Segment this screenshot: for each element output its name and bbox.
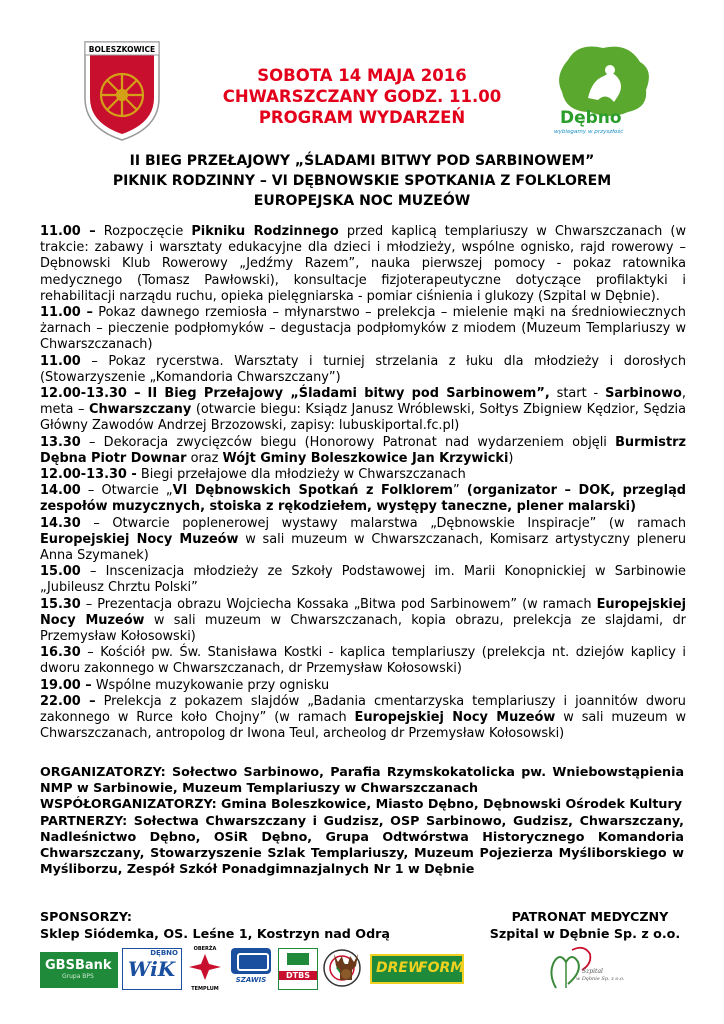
templar-cross-icon — [186, 952, 224, 982]
co-organizers: WSPÓŁORGANIZATORZY: Gmina Boleszkowice, Miasto Dębno, Dębnowski Ośrodek Kultury — [40, 796, 682, 812]
program-item: 19.00 – Wspólne muzykowanie przy ognisku — [40, 677, 330, 693]
subtitle-picnic: PIKNIK RODZINNY – VI DĘBNOWSKIE SPOTKANIA Z FOLKLOREM — [112, 173, 612, 189]
deer-icon — [326, 948, 366, 988]
organizers: ORGANIZATORZY: Sołectwo Sarbinowo, Parafia Rzymskokatolicka pw. Wniebowstąpienia NMP w Sarbinowie, Muzeum Templariuszy w Chwarszczanach — [40, 764, 684, 796]
program-item: 14.30 – Otwarcie poplenerowej wystawy malarstwa „Dębnowskie Inspiracje” (w ramach Europejskiej Nocy Muzeów w sali muzeum w Chwarszczanach, Komisarz artystyczny pleneru Anna Szymanek) — [40, 515, 686, 564]
medical-patronage-text: Szpital w Dębnie Sp. z o.o. — [489, 926, 681, 941]
debno-logo-tagline: wybiegamy w przyszłość — [554, 129, 624, 135]
program-item: 11.00 – Pokaz dawnego rzemiosła – młynarstwo – prelekcja – mielenie mąki na średniowiecznych żarnach – pieczenie podpłomyków – degustacja podpłomyków z miodem (Muzeum Templariuszy w Chwarszczanach) — [40, 305, 686, 353]
program-item: 14.00 – Otwarcie „VI Dębnowskich Spotkań z Folklorem” (organizator – DOK, przegląd zespołów muzycznych, stoiska z rękodziełem, występy taneczne, plener malarski) — [40, 483, 686, 515]
oberza-templum-logo: OBERŻA TEMPLUM — [186, 946, 224, 990]
subtitle-run: II BIEG PRZEŁAJOWY „ŚLADAMI BITWY POD SARBINOWEM” — [129, 153, 595, 169]
header-date: SOBOTA 14 MAJA 2016 — [257, 66, 467, 85]
program-item: 11.00 – Pokaz rycerstwa. Warsztaty i turniej strzelania z łuku dla młodzieży i dorosłych (Stowarzyszenie „Komandoria Chwarszczany”) — [40, 353, 686, 385]
hospital-logo: Szpital w Dębnie Sp. z o.o. — [546, 944, 620, 994]
subtitle-museum-night: EUROPEJSKA NOC MUZEÓW — [253, 193, 471, 209]
partners: PARTNERZY: Sołectwa Chwarszczany i Gudzisz, OSP Sarbinowo, Gudzisz, Chwarszczany, Nadleśnictwo Dębno, OSiR Dębno, Grupa Odtwórstwa Historycznego Komandoria Chwarszczany, Stowarzyszenie Szlak Templariuszy, Muzeum Pojezierza Myśliborskiego w Myśliborzu, Zespół Szkół Ponadgimnazjalnych Nr 1 w Dębnie — [40, 812, 684, 877]
boleszkowice-crest-logo — [82, 40, 162, 142]
program-item: 16.30 – Kościół pw. Św. Stanisława Kostki - kaplica templariuszy (prelekcja nt. dziejów kaplicy i dworu zakonnego w Chwarszczanach, dr Przemysław Kołosowski) — [40, 645, 686, 677]
program-item: 13.30 – Dekoracja zwycięzców biegu (Honorowy Patronat nad wydarzeniem objęli Burmistrz Dębna Piotr Downar oraz Wójt Gminy Boleszkowice Jan Krzywicki) — [40, 434, 686, 466]
program-item: 22.00 – Prelekcja z pokazem slajdów „Badania cmentarzyska templariuszy i joannitów dworu zakonnego w Rurce koło Chojny” (w ramach Europejskiej Nocy Muzeów w sali muzeum w Chwarszczanach, antropolog dr Iwona Teul, archeolog dr Przemysław Kołosowski) — [40, 693, 687, 742]
deer-logo — [326, 948, 366, 988]
debno-logo — [548, 40, 660, 136]
debno-logo-name: Dębno — [560, 108, 622, 128]
drew-form-logo: DREW FORM — [370, 954, 464, 984]
sponsors-heading: SPONSORZY: — [40, 909, 132, 924]
gbs-bank-logo: GBSBank Grupa BPS — [40, 952, 118, 988]
organizers-section — [40, 764, 684, 877]
crest-name: BOLESZKOWICE — [88, 45, 156, 54]
program-item: 11.00 – Rozpoczęcie Pikniku Rodzinnego przed kaplicą templariuszy w Chwarszczanach (w trakcie: zabawy i warsztaty edukacyjne dla dzieci i młodzieży, wspólne ognisko, rajd rowerowy – Dębnowski Klub Rowerowy „Jedźmy Razem”, nauka pierwszej pomocy - pokaz ratownika medycznego (Tomasz Pawłowski), konsultacje fizjoterapeutyczne dotyczące profilaktyki i rehabilitacji narządu ruchu, opieka pielęgniarska - pomiar ciśnienia i glukozy (Szpital w Dębnie). — [40, 224, 687, 304]
szawis-logo: SZAWIS — [228, 948, 274, 990]
medical-patronage-heading: PATRONAT MEDYCZNY — [511, 909, 669, 924]
program-item: 15.00 – Inscenizacja młodzieży ze Szkoły Podstawowej im. Marii Konopnickiej w Sarbinowie „Jubileusz Chrztu Polski” — [40, 564, 686, 596]
program-item: 12.00-13.30 - Biegi przełajowe dla młodzieży w Chwarszczanach — [40, 467, 466, 483]
program-item: 15.30 – Prezentacja obrazu Wojciecha Kossaka „Bitwa pod Sarbinowem” (w ramach Europejskiej Nocy Muzeów w sali muzeum w Chwarszczanach, kopia obrazu, prelekcja ze slajdami, dr Przemysław Kołosowski) — [40, 596, 686, 645]
dtbs-logo: DTBS — [278, 948, 318, 990]
program-list — [40, 224, 686, 743]
program-item: 12.00-13.30 – II Bieg Przełajowy „Śladami bitwy pod Sarbinowem”, start - Sarbinowo, meta – Chwarszczany (otwarcie biegu: Ksiądz Janusz Wróblewski, Sołtys Zbigniew Kędzior, Sędzia Główny Zawodów Andrzej Brzozowski, zapisy: lubuskiportal.fc.pl) — [40, 386, 686, 434]
sponsors-text: Sklep Siódemka, OS. Leśne 1, Kostrzyn nad Odrą — [40, 926, 390, 941]
header-place-time: CHWARSZCZANY GODZ. 11.00 — [222, 87, 502, 106]
header-program: PROGRAM WYDARZEŃ — [258, 108, 466, 127]
wik-debno-logo: DĘBNO WiK — [122, 948, 182, 990]
